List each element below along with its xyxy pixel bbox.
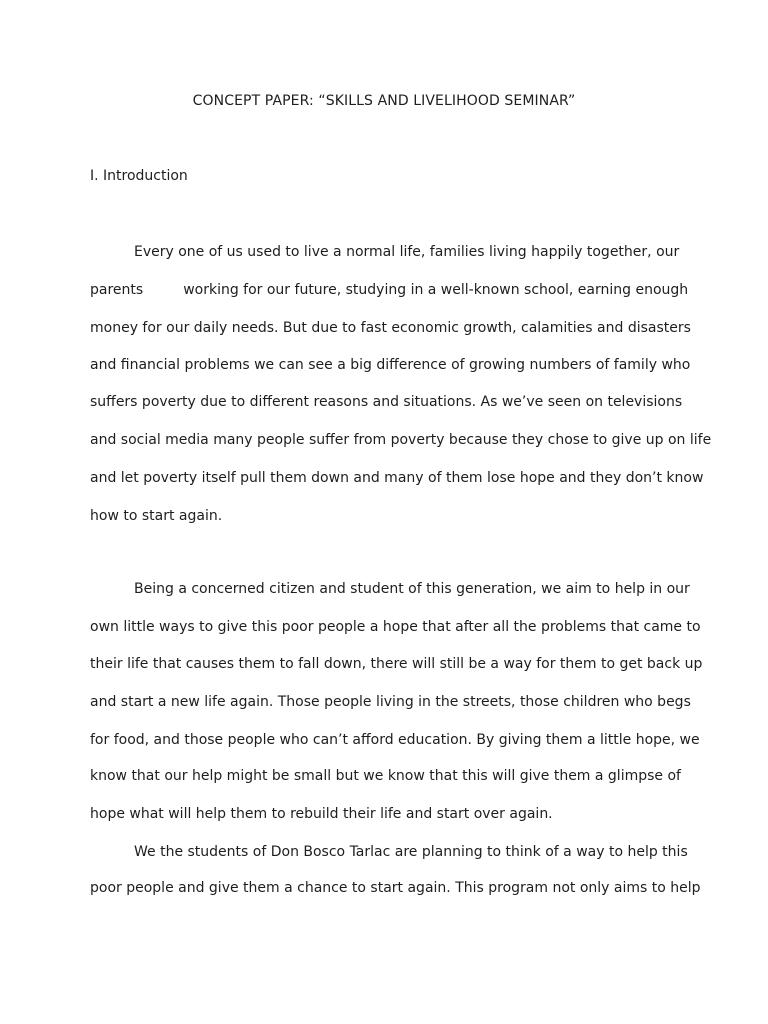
paragraph-2-line-2: own little ways to give this poor people a hope that after all the problems that came to — [90, 619, 701, 635]
document-title: CONCEPT PAPER: “SKILLS AND LIVELIHOOD SEMINAR” — [192, 93, 576, 109]
paragraph-2-line-5: for food, and those people who can’t afford education. By giving them a little hope, we — [90, 732, 700, 748]
paragraph-2-line-6: know that our help might be small but we know that this will give them a glimpse of — [90, 768, 681, 784]
paragraph-2-line-3: their life that causes them to fall down, there will still be a way for them to get back up — [90, 656, 703, 672]
paragraph-1-line-4: and financial problems we can see a big difference of growing numbers of family who — [90, 357, 691, 373]
paragraph-2-line-4: and start a new life again. Those people living in the streets, those children who begs — [90, 694, 691, 710]
paragraph-1-line-8: how to start again. — [90, 508, 223, 524]
paragraph-1-line-2-end: working for our future, studying in a well-known school, earning enough — [183, 282, 689, 298]
paragraph-1-line-1: Every one of us used to live a normal life, families living happily together, our — [134, 244, 680, 260]
paragraph-2-line-1: Being a concerned citizen and student of this generation, we aim to help in our — [134, 581, 690, 597]
section-heading: I. Introduction — [90, 168, 188, 184]
paragraph-3-line-1: We the students of Don Bosco Tarlac are planning to think of a way to help this — [134, 844, 688, 860]
paragraph-1-line-3: money for our daily needs. But due to fast economic growth, calamities and disasters — [90, 320, 691, 336]
paragraph-1-line-6: and social media many people suffer from poverty because they chose to give up on life — [90, 432, 712, 448]
paragraph-1-line-2-start: parents — [90, 282, 144, 298]
paragraph-1-line-7: and let poverty itself pull them down and many of them lose hope and they don’t know — [90, 470, 704, 486]
paragraph-3-line-2: poor people and give them a chance to start again. This program not only aims to help — [90, 880, 701, 896]
paragraph-1-line-5: suffers poverty due to different reasons and situations. As we’ve seen on televisions — [90, 394, 683, 410]
paragraph-2-line-7: hope what will help them to rebuild their life and start over again. — [90, 806, 553, 822]
paragraph-1-line-2 — [90, 280, 688, 300]
